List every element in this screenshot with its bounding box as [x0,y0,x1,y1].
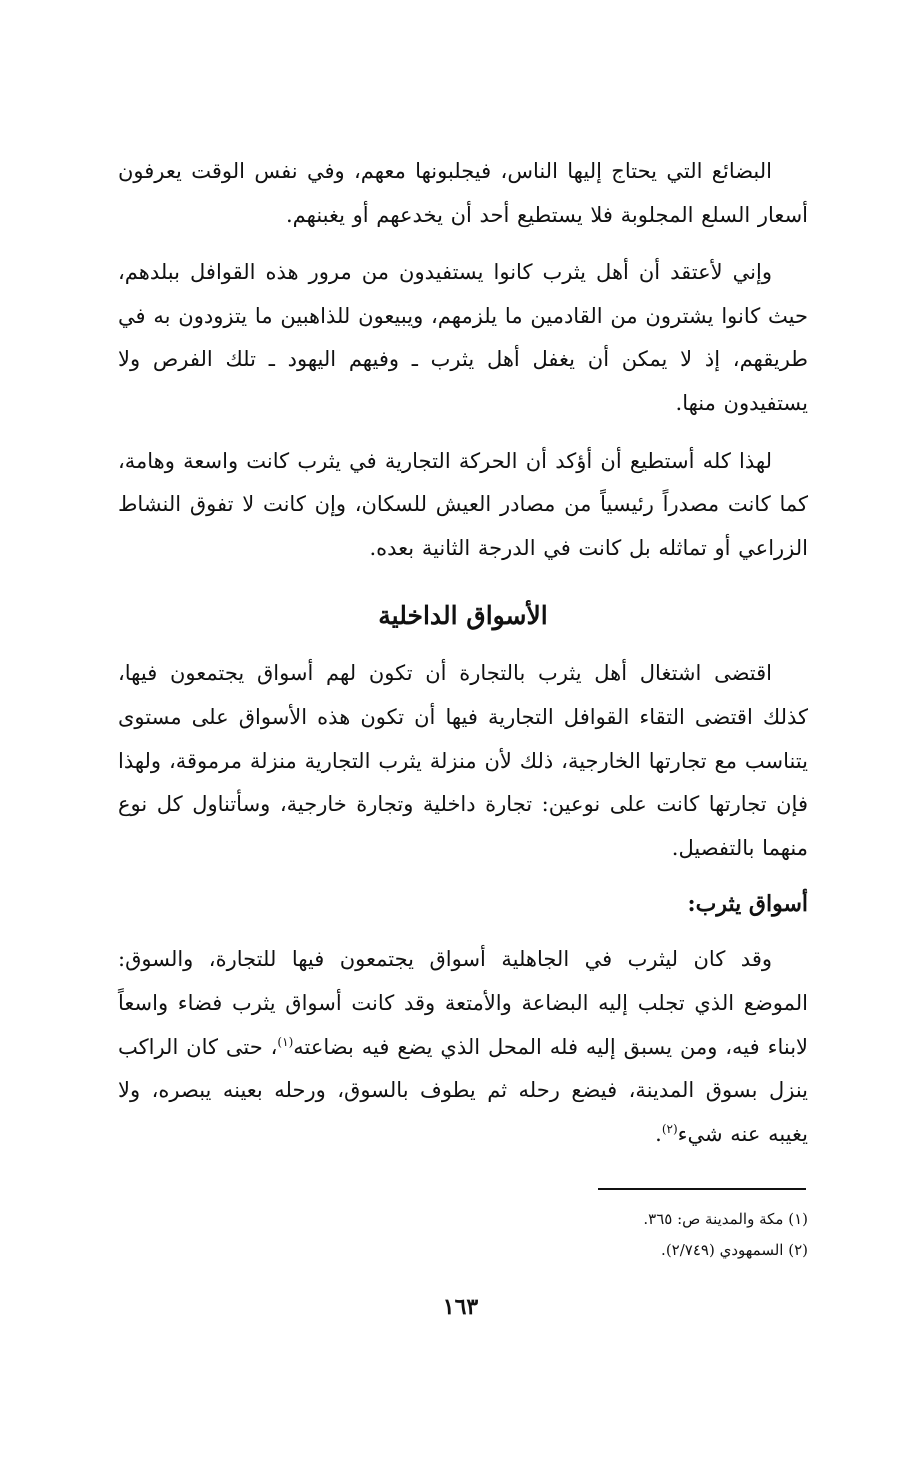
footnote-1: (١) مكة والمدينة ص: ٣٦٥. [643,1210,808,1228]
section-heading: الأسواق الداخلية [378,601,548,631]
page-number: ١٦٣ [442,1294,479,1320]
markets-text-part2: ، حتى كان الراكب ينزل بسوق المدينة، فيضع رحله ثم يطوف بالسوق، ورحله بعينه يبصره، ولا يغيبه عنه شيء [118,1034,808,1146]
subheading-yathrib-markets: أسواق يثرب: [687,891,808,918]
paragraph-trade-importance: لهذا كله أستطيع أن أؤكد أن الحركة التجارية في يثرب كانت واسعة وهامة، كما كانت مصدراً رئيسياً من مصادر العيش للسكان، وإن كانت لا تفوق النشاط الزراعي أو تماثله بل كانت في الدرجة الثانية بعده. [118,448,808,560]
paragraph-caravans: وإني لأعتقد أن أهل يثرب كانوا يستفيدون من مرور هذه القوافل ببلدهم، حيث كانوا يشترون من القادمين ما يلزمهم، ويبيعون للذاهبين ما يتزودون به في طريقهم، إذ لا يمكن أن يغفل أهل يثرب ـ وفيهم اليهود ـ تلك الفرص ولا يستفيدون منها. [118,260,808,415]
footnote-ref-1[interactable]: (١) [277,1034,294,1049]
markets-text-part1: وقد كان ليثرب في الجاهلية أسواق يجتمعون فيها للتجارة، والسوق: الموضع الذي تجلب إليه البضاعة والأمتعة وقد كانت أسواق يثرب فضاء واسعاً لابناء فيه، ومن يسبق إليه فله المحل الذي يضع فيه بضاعته [118,947,809,1059]
markets-text-part3: . [655,1121,662,1146]
paragraph-internal-markets: اقتضى اشتغال أهل يثرب بالتجارة أن تكون لهم أسواق يجتمعون فيها، كذلك اقتضى التقاء القوافل التجارية فيها أن تكون هذه الأسواق على مستوى يتناسب مع تجارتها الخارجية، ذلك لأن منزلة يثرب التجارية منزلة مرموقة، ولهذا فإن تجارتها كانت على نوعين: تجارة داخلية وتجارة خارجية، وسأتناول كل نوع منهما بالتفصيل. [118,661,808,860]
footnote-2: (٢) السمهودي (٢/٧٤٩). [661,1241,808,1259]
paragraph-goods: البضائع التي يحتاج إليها الناس، فيجلبونها معهم، وفي نفس الوقت يعرفون أسعار السلع المجلوبة فلا يستطيع أحد أن يخدعهم أو يغبنهم. [118,159,808,227]
paragraph-yathrib-markets [118,938,808,1156]
footnote-ref-2[interactable]: (٢) [661,1121,678,1136]
page-body [118,150,808,1170]
footnotes [118,1204,808,1266]
footnote-divider [598,1188,806,1190]
